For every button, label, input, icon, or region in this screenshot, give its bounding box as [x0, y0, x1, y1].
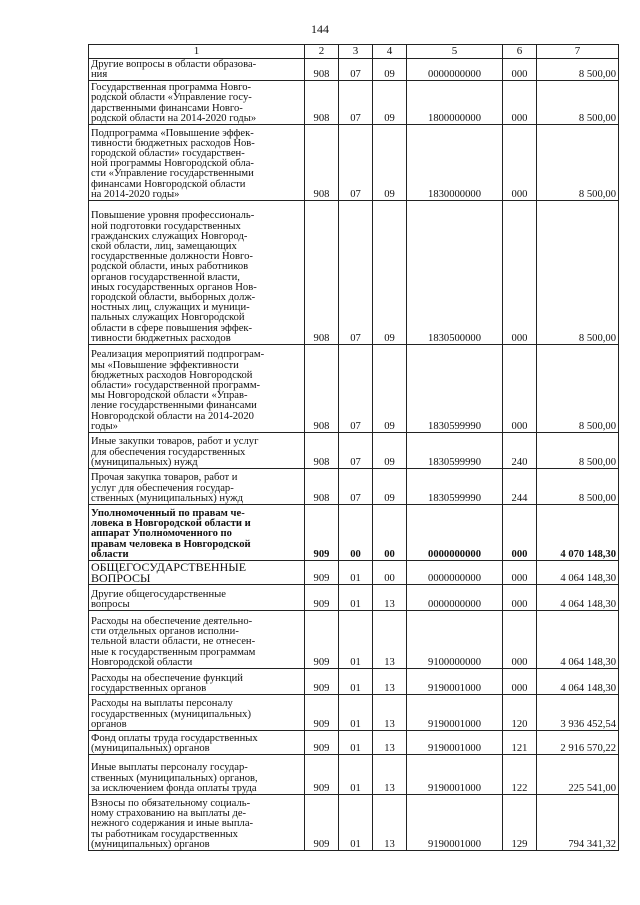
- row-code-admin-text: 909: [313, 548, 330, 560]
- col-header-3: 3: [339, 45, 373, 59]
- row-code-target: [407, 561, 503, 585]
- row-name: [89, 795, 305, 851]
- row-name-text: Расходы на обеспечение функций государственных органов: [91, 672, 243, 694]
- row-code-admin: [305, 795, 339, 851]
- row-code-section: [339, 755, 373, 795]
- row-code-section: [339, 505, 373, 561]
- row-amount-text: 4 064 148,30: [560, 598, 616, 610]
- row-code-expense-text: 000: [511, 112, 528, 124]
- row-code-admin-text: 909: [313, 656, 330, 668]
- row-name: [89, 755, 305, 795]
- row-code-section-text: 01: [350, 742, 361, 754]
- row-code-expense: [503, 795, 537, 851]
- row-code-target-text: 9190001000: [428, 782, 481, 794]
- table-row: [89, 81, 619, 125]
- row-name: [89, 59, 305, 81]
- table-row: [89, 611, 619, 669]
- row-code-section-text: 01: [350, 598, 361, 610]
- row-code-section: [339, 731, 373, 755]
- row-amount: [537, 433, 619, 469]
- row-name-text: Расходы на обеспечение деятельно- сти отдельных органов исполни- тельной власти области, не отнесен- ные к государственным программам Новгородской области: [91, 615, 256, 668]
- row-code-expense: [503, 345, 537, 433]
- row-amount: [537, 755, 619, 795]
- row-code-target: [407, 755, 503, 795]
- row-code-target: [407, 795, 503, 851]
- row-name-text: Уполномоченный по правам че- ловека в Новгородской области и аппарат Уполномоченного по правам человека в Новгородской области: [91, 507, 251, 560]
- table-row: [89, 585, 619, 611]
- row-code-target-text: 0000000000: [428, 572, 481, 584]
- row-code-admin-text: 909: [313, 782, 330, 794]
- row-amount-text: 225 541,00: [568, 782, 616, 794]
- row-name-text: Другие общегосударственные вопросы: [91, 588, 226, 610]
- row-name: [89, 201, 305, 345]
- col-header-6: 6: [503, 45, 537, 59]
- row-code-subsection-text: 13: [384, 598, 395, 610]
- row-code-admin: [305, 81, 339, 125]
- row-amount: [537, 125, 619, 201]
- row-code-admin: [305, 505, 339, 561]
- row-code-target-text: 1830000000: [428, 188, 481, 200]
- col-header-2: 2: [305, 45, 339, 59]
- row-code-admin-text: 908: [313, 332, 330, 344]
- budget-table: [88, 44, 619, 851]
- row-code-section: [339, 81, 373, 125]
- row-name: [89, 561, 305, 585]
- row-code-target-text: 0000000000: [428, 548, 481, 560]
- row-name: [89, 81, 305, 125]
- row-name: [89, 585, 305, 611]
- row-code-admin: [305, 695, 339, 731]
- row-code-subsection: [373, 755, 407, 795]
- row-code-target-text: 1830599990: [428, 492, 481, 504]
- table-row: [89, 59, 619, 81]
- row-code-subsection: [373, 469, 407, 505]
- row-code-expense: [503, 201, 537, 345]
- row-code-admin: [305, 433, 339, 469]
- row-code-subsection-text: 09: [384, 456, 395, 468]
- row-name: [89, 505, 305, 561]
- row-code-admin: [305, 669, 339, 695]
- row-amount-text: 8 500,00: [578, 492, 616, 504]
- col-header-1: 1: [89, 45, 305, 59]
- row-code-target-text: 1830599990: [428, 456, 481, 468]
- row-code-section-text: 01: [350, 782, 361, 794]
- row-code-target: [407, 469, 503, 505]
- row-amount: [537, 585, 619, 611]
- row-code-expense-text: 000: [511, 682, 528, 694]
- row-name-text: ОБЩЕГОСУДАРСТВЕННЫЕ ВОПРОСЫ: [91, 560, 247, 585]
- row-code-section: [339, 469, 373, 505]
- row-amount: [537, 561, 619, 585]
- row-code-expense-text: 000: [511, 420, 528, 432]
- row-name-text: Прочая закупка товаров, работ и услуг для обеспечения государ- ственных (муниципальных) нужд: [91, 472, 243, 504]
- row-code-target: [407, 669, 503, 695]
- row-code-subsection: [373, 795, 407, 851]
- row-amount-text: 794 341,32: [568, 838, 616, 850]
- row-code-subsection: [373, 81, 407, 125]
- row-code-target-text: 9190001000: [428, 718, 481, 730]
- row-code-subsection: [373, 345, 407, 433]
- row-code-target: [407, 125, 503, 201]
- row-amount: [537, 611, 619, 669]
- row-code-admin: [305, 125, 339, 201]
- row-code-target: [407, 505, 503, 561]
- row-code-section-text: 07: [350, 456, 361, 468]
- row-code-subsection: [373, 731, 407, 755]
- row-name: [89, 731, 305, 755]
- row-code-admin: [305, 585, 339, 611]
- row-amount-text: 3 936 452,54: [560, 718, 616, 730]
- table-row: [89, 731, 619, 755]
- row-amount-text: 4 064 148,30: [560, 656, 616, 668]
- row-code-admin: [305, 59, 339, 81]
- row-code-expense-text: 000: [511, 548, 528, 560]
- row-code-expense: [503, 755, 537, 795]
- row-code-target: [407, 611, 503, 669]
- row-code-expense-text: 129: [511, 838, 528, 850]
- row-code-section: [339, 669, 373, 695]
- row-code-subsection-text: 00: [384, 572, 395, 584]
- row-amount: [537, 669, 619, 695]
- row-amount: [537, 795, 619, 851]
- row-code-target: [407, 345, 503, 433]
- row-name: [89, 433, 305, 469]
- row-code-target-text: 9190001000: [428, 742, 481, 754]
- row-code-subsection-text: 13: [384, 782, 395, 794]
- row-code-section-text: 00: [350, 548, 361, 560]
- row-amount-text: 8 500,00: [578, 420, 616, 432]
- row-code-admin-text: 908: [313, 492, 330, 504]
- row-code-admin-text: 909: [313, 598, 330, 610]
- table-row: [89, 669, 619, 695]
- row-name-text: Подпрограмма «Повышение эффек- тивности бюджетных расходов Нов- городской области» государствен- ной программы Новгородской обла- сти «Управление государственными финансами Новгородской области на 2014-2020 годы»: [91, 127, 255, 200]
- row-name: [89, 611, 305, 669]
- row-amount-text: 8 500,00: [578, 456, 616, 468]
- row-amount: [537, 81, 619, 125]
- row-code-subsection-text: 13: [384, 718, 395, 730]
- row-amount-text: 8 500,00: [578, 112, 616, 124]
- row-code-subsection-text: 09: [384, 112, 395, 124]
- table-row: [89, 201, 619, 345]
- row-code-admin-text: 909: [313, 572, 330, 584]
- row-code-admin-text: 909: [313, 742, 330, 754]
- row-code-expense: [503, 669, 537, 695]
- row-code-section-text: 07: [350, 188, 361, 200]
- row-code-expense-text: 000: [511, 598, 528, 610]
- row-code-admin: [305, 731, 339, 755]
- row-code-target-text: 1800000000: [428, 112, 481, 124]
- row-code-expense-text: 122: [511, 782, 528, 794]
- row-code-subsection: [373, 505, 407, 561]
- row-code-section: [339, 695, 373, 731]
- row-amount-text: 4 070 148,30: [560, 548, 616, 560]
- row-code-section-text: 01: [350, 682, 361, 694]
- table-row: [89, 505, 619, 561]
- row-amount-text: 4 064 148,30: [560, 682, 616, 694]
- row-name-text: Иные закупки товаров, работ и услуг для обеспечения государственных (муниципальных) нужд: [91, 436, 259, 468]
- row-code-admin: [305, 201, 339, 345]
- row-amount-text: 8 500,00: [578, 332, 616, 344]
- row-code-admin-text: 909: [313, 838, 330, 850]
- row-code-section: [339, 345, 373, 433]
- row-code-section-text: 07: [350, 112, 361, 124]
- row-code-expense: [503, 81, 537, 125]
- row-code-expense: [503, 585, 537, 611]
- row-code-subsection-text: 09: [384, 420, 395, 432]
- row-code-subsection-text: 09: [384, 188, 395, 200]
- table-row: [89, 345, 619, 433]
- row-code-target: [407, 59, 503, 81]
- row-code-expense-text: 240: [511, 456, 528, 468]
- row-name-text: Расходы на выплаты персоналу государственных (муниципальных) органов: [91, 698, 251, 730]
- row-name: [89, 669, 305, 695]
- table-body: [89, 59, 619, 851]
- row-amount: [537, 505, 619, 561]
- row-name-text: Взносы по обязательному социаль- ному страхованию на выплаты де- нежного содержания и иные выпла- ты работникам государственных (муниципальных) органов: [91, 797, 254, 850]
- row-code-expense: [503, 731, 537, 755]
- row-code-target-text: 1830599990: [428, 420, 481, 432]
- row-code-target: [407, 81, 503, 125]
- table-row: [89, 433, 619, 469]
- row-code-section-text: 01: [350, 838, 361, 850]
- row-amount: [537, 469, 619, 505]
- row-code-section-text: 07: [350, 332, 361, 344]
- row-code-expense: [503, 59, 537, 81]
- table-row: [89, 695, 619, 731]
- row-name-text: Иные выплаты персоналу государ- ственных (муниципальных) органов, за исключением фонда оплаты труда: [91, 762, 258, 794]
- row-amount: [537, 695, 619, 731]
- row-code-target: [407, 731, 503, 755]
- row-code-subsection: [373, 59, 407, 81]
- row-amount-text: 4 064 148,30: [560, 572, 616, 584]
- row-code-target: [407, 433, 503, 469]
- row-name-text: Другие вопросы в области образова- ния: [91, 58, 257, 80]
- row-code-expense-text: 000: [511, 188, 528, 200]
- row-code-target-text: 9190001000: [428, 838, 481, 850]
- row-code-section: [339, 59, 373, 81]
- row-name-text: Реализация мероприятий подпрограм- мы «Повышение эффективности бюджетных расходов Новгородской области» государственной программ- мы Новгородской области «Управ- ление государственными финансами Новгородской области на 2014-2020 годы»: [91, 349, 265, 432]
- row-code-expense-text: 000: [511, 572, 528, 584]
- row-code-subsection: [373, 561, 407, 585]
- row-code-subsection: [373, 433, 407, 469]
- table-row: [89, 755, 619, 795]
- row-code-expense-text: 121: [511, 742, 528, 754]
- row-code-subsection: [373, 695, 407, 731]
- row-code-subsection-text: 13: [384, 682, 395, 694]
- row-code-section-text: 01: [350, 718, 361, 730]
- row-code-section: [339, 795, 373, 851]
- row-name: [89, 469, 305, 505]
- page-number: 144: [311, 22, 329, 36]
- row-code-target: [407, 585, 503, 611]
- row-name-text: Повышение уровня профессиональ- ной подготовки государственных гражданских служащих Новгород- ской области, лиц, замещающих государственные должности Новго- родской области, иных работников органов государственной власти, иных государственных органов Нов- городской области, выборных долж- ностных лиц, служащих и муници- пальных служащих Новгородской области в сфере повышения эффек- тивности бюджетных расходов: [91, 210, 257, 344]
- row-code-admin-text: 909: [313, 718, 330, 730]
- row-code-section: [339, 125, 373, 201]
- row-code-admin: [305, 561, 339, 585]
- row-code-expense-text: 000: [511, 332, 528, 344]
- row-name-text: Фонд оплаты труда государственных (муниципальных) органов: [91, 732, 258, 754]
- row-code-subsection-text: 13: [384, 838, 395, 850]
- col-header-4: 4: [373, 45, 407, 59]
- row-amount-text: 8 500,00: [578, 68, 616, 80]
- row-code-section: [339, 611, 373, 669]
- row-code-section-text: 01: [350, 572, 361, 584]
- col-header-7: 7: [537, 45, 619, 59]
- row-code-subsection: [373, 611, 407, 669]
- row-code-target-text: 9100000000: [428, 656, 481, 668]
- row-amount-text: 2 916 570,22: [560, 742, 616, 754]
- row-code-admin-text: 908: [313, 456, 330, 468]
- row-code-subsection: [373, 669, 407, 695]
- row-code-subsection: [373, 585, 407, 611]
- row-code-admin: [305, 611, 339, 669]
- row-code-expense: [503, 505, 537, 561]
- row-code-target: [407, 201, 503, 345]
- row-name: [89, 345, 305, 433]
- row-code-target: [407, 695, 503, 731]
- row-code-section-text: 07: [350, 68, 361, 80]
- row-code-section-text: 01: [350, 656, 361, 668]
- row-code-expense: [503, 611, 537, 669]
- col-header-5: 5: [407, 45, 503, 59]
- row-code-expense: [503, 433, 537, 469]
- row-code-subsection-text: 09: [384, 332, 395, 344]
- table-header-row: [89, 45, 619, 59]
- row-code-admin: [305, 469, 339, 505]
- row-amount: [537, 201, 619, 345]
- row-amount: [537, 59, 619, 81]
- row-code-section: [339, 433, 373, 469]
- row-code-subsection: [373, 201, 407, 345]
- row-code-subsection-text: 09: [384, 68, 395, 80]
- row-code-subsection: [373, 125, 407, 201]
- row-name-text: Государственная программа Новго- родской области «Управление госу- дарственными финансами Новго- родской области на 2014-2020 годы»: [91, 82, 257, 124]
- row-code-target-text: 1830500000: [428, 332, 481, 344]
- table-row: [89, 795, 619, 851]
- row-name: [89, 125, 305, 201]
- row-amount: [537, 731, 619, 755]
- row-code-subsection-text: 13: [384, 656, 395, 668]
- row-code-section-text: 07: [350, 420, 361, 432]
- row-code-admin-text: 908: [313, 112, 330, 124]
- row-code-expense-text: 120: [511, 718, 528, 730]
- row-code-expense: [503, 125, 537, 201]
- row-code-expense: [503, 695, 537, 731]
- row-code-expense: [503, 469, 537, 505]
- table-row: [89, 469, 619, 505]
- row-code-admin-text: 908: [313, 68, 330, 80]
- row-code-subsection-text: 13: [384, 742, 395, 754]
- row-code-section: [339, 561, 373, 585]
- row-code-admin-text: 909: [313, 682, 330, 694]
- row-code-admin: [305, 345, 339, 433]
- table-row: [89, 561, 619, 585]
- row-code-target-text: 9190001000: [428, 682, 481, 694]
- row-code-subsection-text: 00: [384, 548, 395, 560]
- row-code-expense-text: 000: [511, 656, 528, 668]
- row-code-section: [339, 585, 373, 611]
- row-code-section-text: 07: [350, 492, 361, 504]
- row-code-target-text: 0000000000: [428, 598, 481, 610]
- table-row: [89, 125, 619, 201]
- row-code-admin-text: 908: [313, 420, 330, 432]
- row-name: [89, 695, 305, 731]
- row-code-subsection-text: 09: [384, 492, 395, 504]
- row-code-admin-text: 908: [313, 188, 330, 200]
- row-code-expense-text: 244: [511, 492, 528, 504]
- row-code-section: [339, 201, 373, 345]
- row-code-expense: [503, 561, 537, 585]
- row-code-expense-text: 000: [511, 68, 528, 80]
- row-code-admin: [305, 755, 339, 795]
- row-amount: [537, 345, 619, 433]
- row-code-target-text: 0000000000: [428, 68, 481, 80]
- row-amount-text: 8 500,00: [578, 188, 616, 200]
